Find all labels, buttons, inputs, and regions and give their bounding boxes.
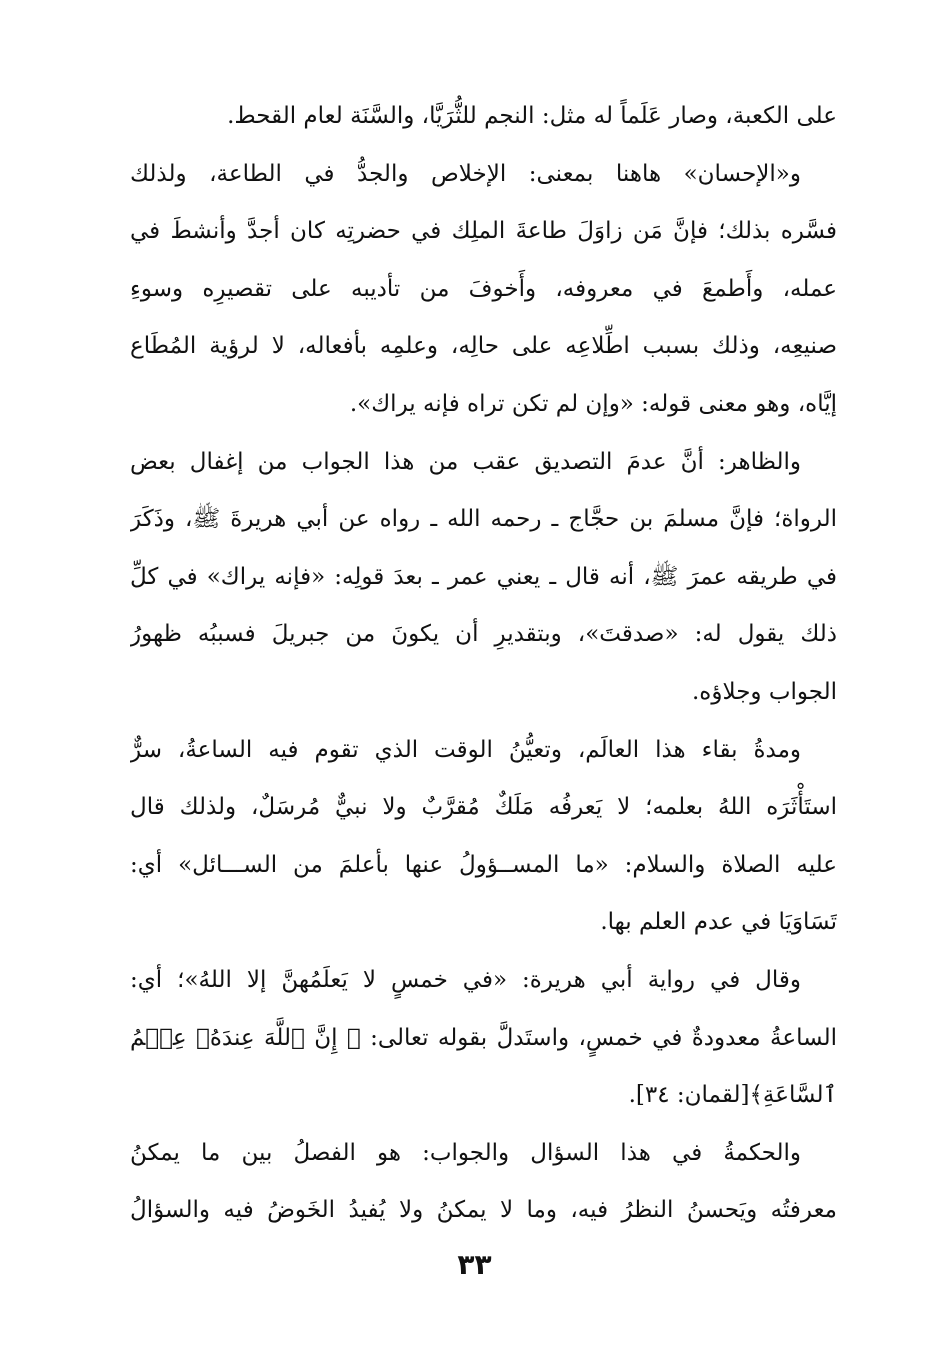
page-number: ٣٣ — [457, 1248, 492, 1281]
text-line-16: وقال في رواية أبي هريرة: «في خمسٍ لا يَعلَمُهنَّ إلا اللهُ»؛ أي: — [130, 966, 802, 993]
text-line-14: عليه الصلاة والسلام: «ما المســؤولُ عنها بأعلمَ من الســـائل» أي: — [130, 851, 837, 878]
text-line-20: معرفتُه ويَحسنُ النظرُ فيه، وما لا يمكنُ ولا يُفيدُ الخَوضُ فيه والسؤالُ — [130, 1197, 837, 1224]
text-line-17: الساعةُ معدودةٌ في خمسٍ، واستَدلَّ بقوله تعالى: ﴿ إِنَّ ٱللَّهَ عِندَهُۥ عِلۡمُ — [130, 1024, 837, 1051]
text-line-9: في طريقه عمرَ ﷺ، أنه قال ـ يعني عمر ـ بعدَ قولِه: «فإنه يراك» في كلِّ — [130, 563, 837, 590]
text-line-5: صنيعِه، وذلك بسبب اطِّلاعِه على حالِه، وعلمِه بأفعاله، لا لرؤية المُطَاع — [130, 333, 837, 360]
text-line-19: والحكمةُ في هذا السؤال والجواب: هو الفصلُ بين ما يمكنُ — [130, 1139, 801, 1166]
text-line-11: الجواب وجلاؤه. — [692, 678, 837, 705]
text-line-10: ذلك يقول له: «صدقتَ»، وبتقديرِ أن يكونَ من جبريلَ فسببُه ظهورُ — [130, 621, 837, 648]
text-line-7: والظاهر: أنَّ عدمَ التصديق عقب من هذا الجواب من إغفال بعض — [130, 448, 801, 475]
text-line-15: تَسَاوَيَا في عدم العلم بها. — [600, 909, 837, 936]
text-line-4: عمله، وأَطمعَ في معروفه، وأَخوفَ من تأديبه على تقصيرِه وسوءِ — [130, 275, 837, 302]
text-line-13: استَأْثَرَه اللهُ بعلمه؛ لا يَعرفُه مَلَكٌ مُقرَّبٌ ولا نبيٌّ مُرسَلٌ، ولذلك قال — [130, 794, 837, 821]
text-line-1: على الكعبة، وصار عَلَماً له مثل: النجم للثُّرَيَّا، والسَّنَة لعام القحط. — [227, 103, 837, 129]
page-body — [130, 88, 837, 1240]
text-line-8: الرواة؛ فإنَّ مسلمَ بن حجَّاج ـ رحمه الله ـ رواه عن أبي هريرةَ ﷺ، وذَكَرَ — [130, 506, 837, 533]
text-line-3: فسَّره بذلك؛ فإنَّ مَن زاوَلَ طاعةَ الملِك في حضرتِه كان أجدَّ وأنشطَ في — [130, 218, 837, 245]
text-line-2: و«الإحسان» هاهنا بمعنى: الإخلاص والجدُّ في الطاعة، ولذلك — [130, 160, 801, 187]
text-line-12: ومدةُ بقاء هذا العالَم، وتعيُّنُ الوقت الذي تقوم فيه الساعةُ، سرٌّ — [130, 736, 801, 763]
text-line-6: إيَّاه، وهو معنى قوله: «وإن لم تكن تراه فإنه يراك». — [349, 390, 837, 417]
text-line-18: ٱلسَّاعَةِ﴾[لقمان: ٣٤]. — [628, 1082, 837, 1109]
